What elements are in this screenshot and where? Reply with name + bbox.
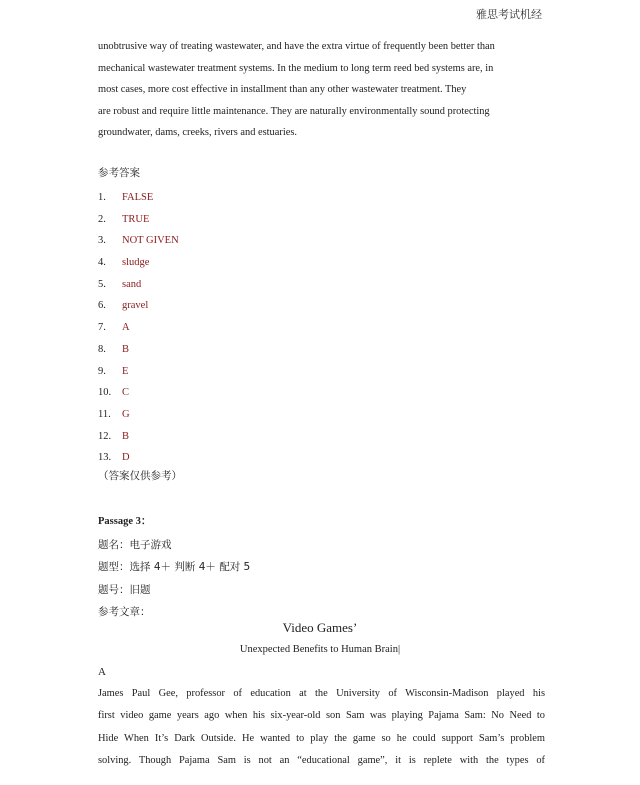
answer-number: 2. [98,213,106,225]
answer-item [98,252,179,274]
answer-value: C [122,387,130,399]
answer-number: 7. [98,322,106,334]
intro-line: mechanical wastewater treatment systems. In the medium to long term reed bed systems are, in [98,62,494,74]
passage-article-label: 参考文章： [98,606,151,619]
answer-item [98,209,179,231]
answer-value: sludge [122,257,150,269]
intro-line: are robust and require little maintenance. They are naturally environmentally sound protecting [98,105,490,117]
answer-number: 1. [98,192,106,203]
passage-info [98,511,250,624]
intro-line: groundwater, dams, creeks, rivers and estuaries. [98,127,297,138]
answer-number: 3. [98,235,106,247]
answer-value: gravel [122,300,149,312]
article-title: Video Games’ [282,620,358,635]
answer-item [98,447,179,469]
answer-value: D [122,452,130,464]
answer-item [98,426,179,448]
answer-number: 5. [98,278,106,290]
passage-question-number: 题号：旧题 [98,583,151,596]
answer-value: G [122,408,130,420]
answers-note: （答案仅供参考） [98,470,182,482]
answer-item [98,339,179,361]
article-line: Hide When It’s Dark Outside. He wanted to play the game so he could support Sam’s problem [98,732,545,744]
answer-number: 6. [98,300,106,312]
passage-label: Passage 3： [98,516,152,527]
answer-value: A [122,322,130,334]
passage-question-types: 题型：选择 4＋ 判断 4＋ 配对 5 [98,561,251,574]
answer-value: E [122,365,129,377]
answer-item [98,230,179,252]
intro-line: unobtrusive way of treating wastewater, and have the extra virtue of frequently been better than [98,41,495,52]
answers-list [98,187,179,469]
passage-topic: 题名：电子游戏 [98,538,172,551]
answer-item [98,317,179,339]
answer-item [98,295,179,317]
answer-value: NOT GIVEN [122,235,179,247]
article-subtitle: Unexpected Benefits to Human Brain| [239,644,401,655]
article-line: first video game years ago when his six-year-old son Sam was playing Pajama Sam: No Need to [98,710,545,722]
answer-item [98,274,179,296]
answer-number: 9. [98,365,106,377]
answer-number: 12. [98,430,112,442]
answer-number: 10. [98,387,112,399]
answer-value: B [122,343,130,355]
answer-number: 11. [98,408,111,420]
document-header-brand: 雅思考试机经 [476,8,542,21]
answer-value: TRUE [122,213,150,225]
answer-value: B [122,430,130,442]
answer-value: FALSE [122,192,154,203]
answer-item [98,404,179,426]
answer-item [98,382,179,404]
answer-item [98,361,179,383]
article-body [98,683,545,773]
answer-number: 8. [98,343,106,355]
answer-number: 4. [98,257,106,269]
answer-value: sand [122,278,142,290]
intro-line: most cases, more cost effective in installment than any other wastewater treatment. They [98,84,467,95]
intro-paragraph [98,36,546,144]
section-letter: A [98,666,106,678]
answer-item [98,187,179,209]
article-line: solving. Though Pajama Sam is not an “educational game”, it is replete with the types of [98,755,545,767]
answer-number: 13. [98,452,112,464]
answers-heading: 参考答案 [98,167,140,179]
article-line: James Paul Gee, professor of education at the University of Wisconsin-Madison played his [98,688,545,699]
